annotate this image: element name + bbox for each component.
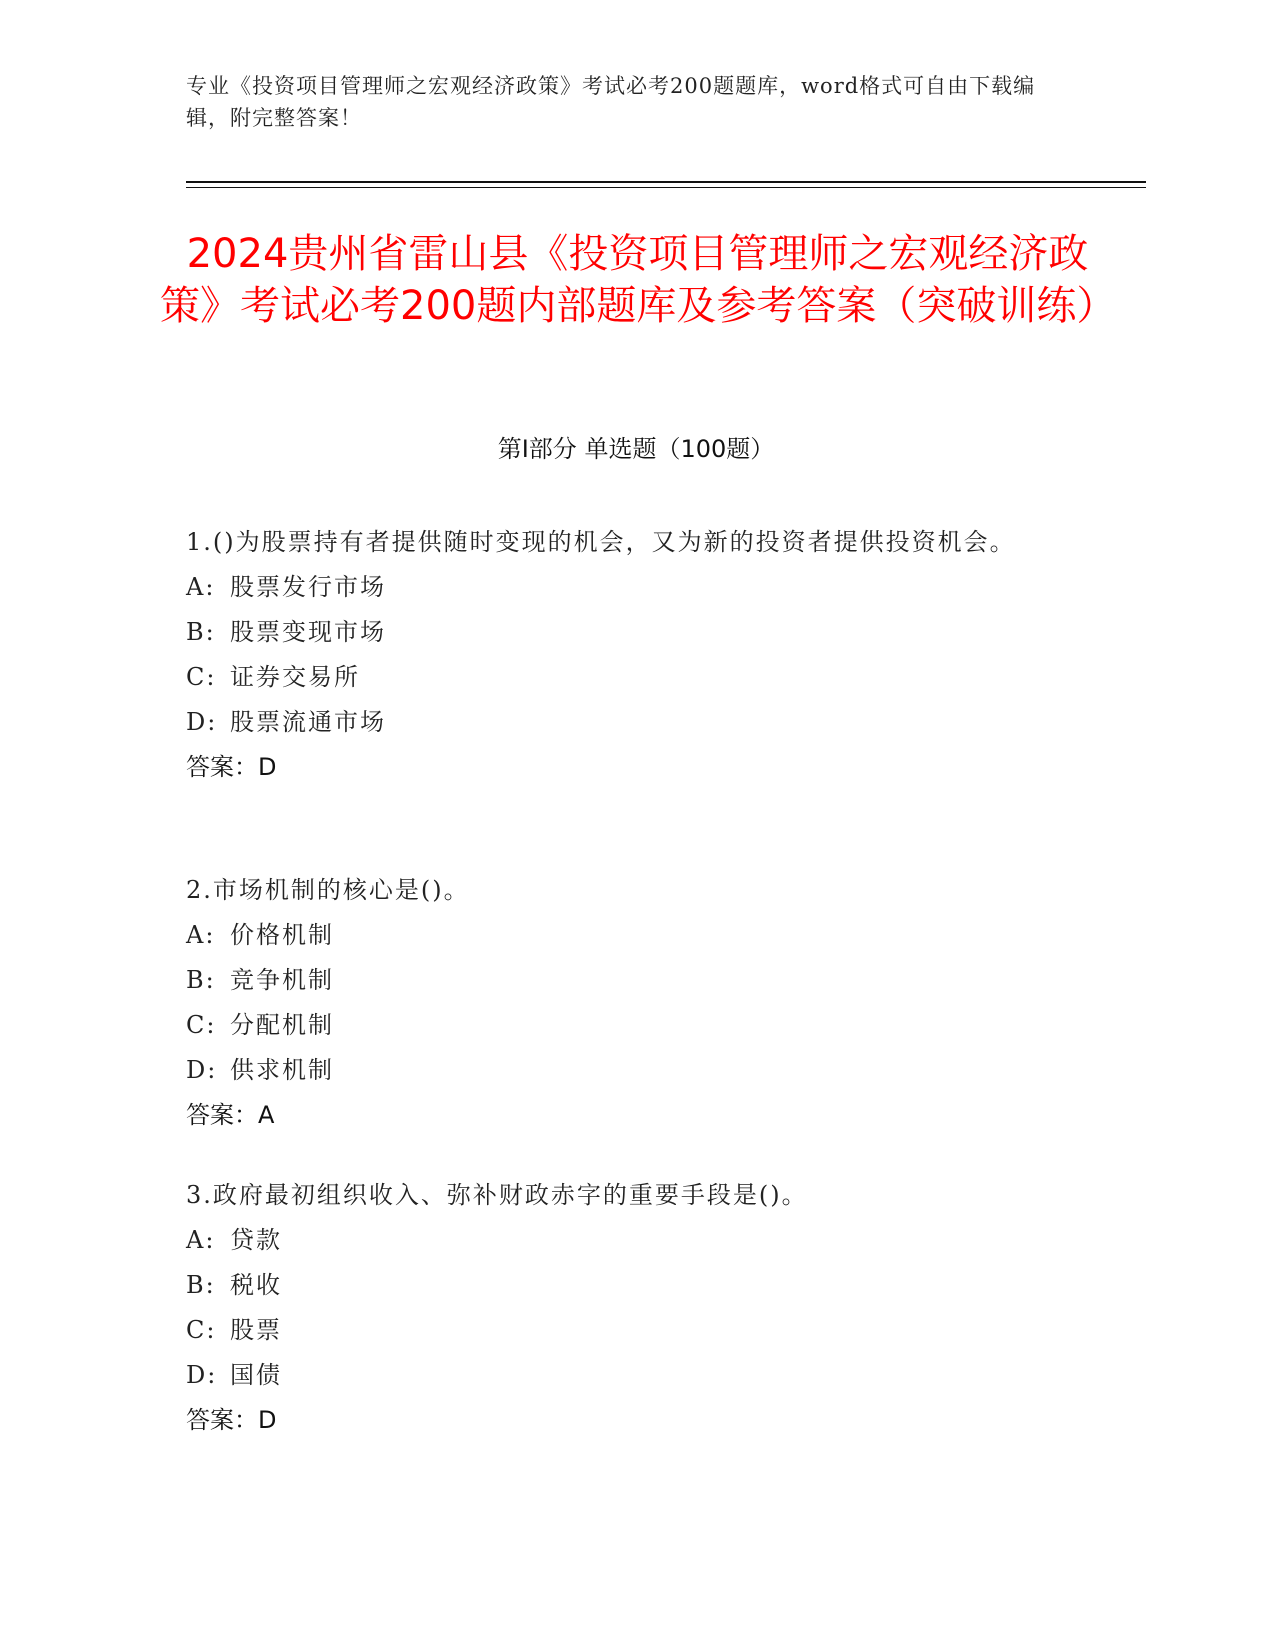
option-text: 竞争机制: [230, 966, 334, 994]
option-b: [186, 958, 1066, 1003]
option-c: [186, 655, 1066, 700]
question-stem: 2.市场机制的核心是()。: [186, 876, 470, 904]
question-3: [186, 1173, 1066, 1443]
option-letter: A:: [186, 1226, 216, 1254]
option-text: 价格机制: [230, 921, 334, 949]
option-letter: B:: [186, 618, 216, 646]
option-letter: D:: [186, 1056, 218, 1084]
option-b: [186, 610, 1066, 655]
section-title: 第Ⅰ部分 单选题（100题）: [497, 435, 775, 463]
option-letter: D:: [186, 708, 218, 736]
option-d: [186, 1353, 1066, 1398]
option-letter: B:: [186, 1271, 216, 1299]
option-letter: C:: [186, 663, 217, 691]
option-c: [186, 1003, 1066, 1048]
option-text: 贷款: [230, 1226, 282, 1254]
option-letter: B:: [186, 966, 216, 994]
question-stem: 3.政府最初组织收入、弥补财政赤字的重要手段是()。: [186, 1181, 808, 1209]
option-letter: A:: [186, 573, 216, 601]
option-letter: C:: [186, 1011, 217, 1039]
option-text: 税收: [230, 1271, 282, 1299]
option-b: [186, 1263, 1066, 1308]
option-text: 股票变现市场: [230, 618, 386, 646]
option-letter: D:: [186, 1361, 218, 1389]
question-2: [186, 868, 1066, 1138]
option-text: 股票流通市场: [230, 708, 386, 736]
option-text: 股票发行市场: [230, 573, 386, 601]
header-divider-thin: [186, 187, 1146, 188]
question-1: [186, 520, 1066, 790]
option-letter: A:: [186, 921, 216, 949]
document-title: 2024贵州省雷山县《投资项目管理师之宏观经济政策》考试必考200题内部题库及参考答案（突破训练）: [160, 231, 1117, 329]
header-note: 专业《投资项目管理师之宏观经济政策》考试必考200题题库，word格式可自由下载编辑，附完整答案！: [186, 74, 1036, 130]
answer: 答案：D: [186, 753, 277, 781]
option-c: [186, 1308, 1066, 1353]
option-a: [186, 565, 1066, 610]
answer: 答案：D: [186, 1406, 277, 1434]
option-letter: C:: [186, 1316, 217, 1344]
option-text: 供求机制: [230, 1056, 334, 1084]
header-divider-thick: [186, 181, 1146, 183]
option-d: [186, 700, 1066, 745]
option-d: [186, 1048, 1066, 1093]
option-text: 国债: [230, 1361, 282, 1389]
option-a: [186, 1218, 1066, 1263]
option-text: 分配机制: [230, 1011, 334, 1039]
option-text: 股票: [230, 1316, 282, 1344]
option-text: 证券交易所: [230, 663, 360, 691]
option-a: [186, 913, 1066, 958]
answer: 答案：A: [186, 1101, 275, 1129]
question-stem: 1.()为股票持有者提供随时变现的机会，又为新的投资者提供投资机会。: [186, 528, 1016, 556]
